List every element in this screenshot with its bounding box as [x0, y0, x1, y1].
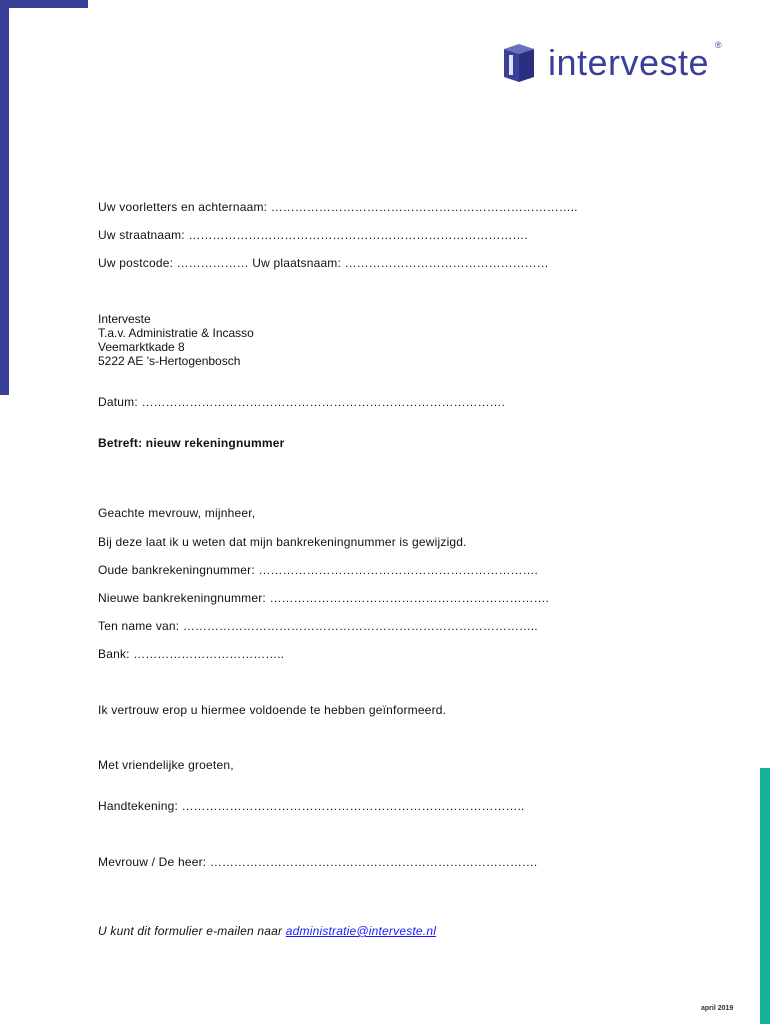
title-line	[98, 855, 537, 869]
left-accent-bar	[0, 0, 9, 395]
sender-name-field[interactable]: …………………………………………………………………..	[270, 200, 578, 214]
signature-line	[98, 799, 524, 813]
sender-postcode-line	[98, 256, 549, 270]
interveste-logo	[500, 40, 722, 84]
new-account-field[interactable]: …………………………………………………………….	[269, 591, 549, 605]
title-field[interactable]: ……………………………………………………………………….	[209, 855, 538, 869]
signature-label: Handtekening:	[98, 799, 178, 813]
right-accent-bar	[760, 768, 770, 1024]
signature-field[interactable]: …………………………………………………………………………..	[181, 799, 525, 813]
recipient-line: Interveste	[98, 312, 151, 326]
recipient-address	[98, 312, 254, 368]
sender-street-label: Uw straatnaam:	[98, 228, 185, 242]
date-line	[98, 395, 505, 409]
old-account-field[interactable]: …………………………………………………………….	[258, 563, 538, 577]
title-label: Mevrouw / De heer:	[98, 855, 207, 869]
registered-mark: ®	[715, 40, 722, 50]
sender-city-label: Uw plaatsnaam:	[252, 256, 342, 270]
recipient-line: 5222 AE 's-Hertogenbosch	[98, 354, 241, 368]
email-note	[98, 924, 436, 938]
name-of-field[interactable]: ……………………………………………………………………………..	[182, 619, 538, 633]
bank-line	[98, 647, 284, 661]
name-of-line	[98, 619, 538, 633]
sender-street-field[interactable]: ………………………………………………………………………….	[188, 228, 528, 242]
subject-line: Betreft: nieuw rekeningnummer	[98, 436, 285, 450]
old-account-label: Oude bankrekeningnummer:	[98, 563, 255, 577]
footer-date: april 2019	[701, 1005, 734, 1012]
top-accent-bar	[0, 0, 88, 8]
old-account-line	[98, 563, 538, 577]
new-account-label: Nieuwe bankrekeningnummer:	[98, 591, 266, 605]
new-account-line	[98, 591, 549, 605]
email-note-text: U kunt dit formulier e-mailen naar	[98, 924, 283, 938]
logo-wordmark: interveste	[548, 42, 710, 83]
sender-name-line	[98, 200, 577, 214]
logo-cube-icon	[500, 43, 538, 83]
date-field[interactable]: ……………………………………………………………………………….	[141, 395, 505, 409]
salutation: Geachte mevrouw, mijnheer,	[98, 506, 256, 520]
closing-statement: Ik vertrouw erop u hiermee voldoende te hebben geïnformeerd.	[98, 703, 447, 717]
sender-postcode-label: Uw postcode:	[98, 256, 174, 270]
date-label: Datum:	[98, 395, 138, 409]
closing-greeting: Met vriendelijke groeten,	[98, 758, 234, 772]
recipient-line: T.a.v. Administratie & Incasso	[98, 326, 254, 340]
body-text: Bij deze laat ik u weten dat mijn bankrekeningnummer is gewijzigd.	[98, 535, 467, 549]
bank-label: Bank:	[98, 647, 130, 661]
sender-postcode-field[interactable]: ………………	[176, 256, 249, 270]
email-link[interactable]: administratie@interveste.nl	[285, 924, 437, 938]
bank-field[interactable]: ………………………………..	[133, 647, 284, 661]
name-of-label: Ten name van:	[98, 619, 180, 633]
sender-city-field[interactable]: ……………………………………………	[344, 256, 549, 270]
recipient-line: Veemarktkade 8	[98, 340, 185, 354]
sender-name-label: Uw voorletters en achternaam:	[98, 200, 268, 214]
sender-street-line	[98, 228, 528, 242]
